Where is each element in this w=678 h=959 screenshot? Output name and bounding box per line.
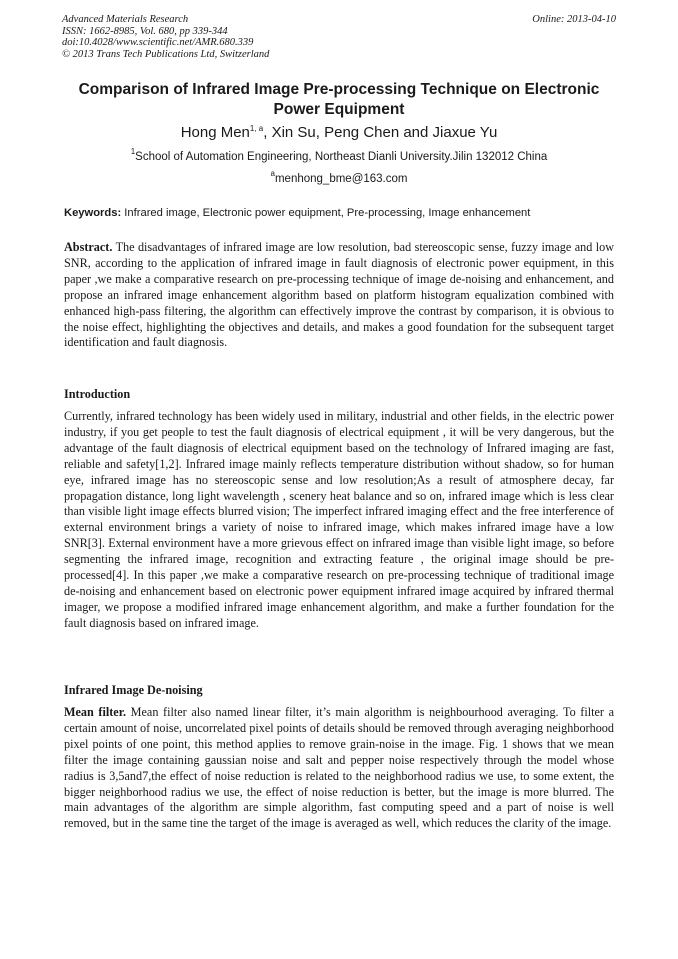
mean-filter-text: Mean filter also named linear filter, it’s main algorithm is neighbourhood averaging. To filter a certain amount of noise, uncorrelated pixel points of details should be removed through averaging neighborhood pixel points of one point, this method applies to remove grain-noise in the image. Fig. 1 shows that we mean filter the image containing gaussian noise and salt and pepper noise respectively through the model whose radius is 3,5and7,the effect of noise reduction is related to the neighborhood radius we use, to some extent, the bigger neighborhood radius we use, the effect of noise reduction is better, but the image is more blurred. The main advantages of the algorithm are simple algorithm, fast computing speed and a part of noise is well removed, but in the same tine the target of the image is averaged as well, which reduces the clarity of the image.: [64, 705, 615, 831]
denoising-heading: Infrared Image De-noising: [64, 683, 203, 697]
abstract-text: The disadvantages of infrared image are low resolution, bad stereoscopic sense, fuzzy image and low SNR, according to the application of infrared image in fault diagnosis of electronic power equipment, in this paper ,we make a comparative research on pre-processing technique of image de-noising and enhancement, and propose an infrared image enhancement algorithm based on platform histogram equalization combined with enhanced high-pass filtering, the algorithm can effectively improve the contrast by comparison, it is obvious to the noise effect, highlighting the objectives and details, and makes a good foundation for the subsequent target identification and fault diagnosis.: [64, 240, 614, 350]
author-line: [62, 124, 616, 142]
keywords: [64, 206, 616, 220]
mean-filter-paragraph: [64, 705, 614, 832]
paper-title: Comparison of Infrared Image Pre-processing Technique on Electronic Power Equipment: [78, 81, 600, 118]
email-text: menhong_bme@163.com: [274, 173, 408, 185]
online-date: Online: 2013-04-10: [532, 14, 616, 25]
email-superscript: a: [270, 169, 275, 178]
first-author: Hong Men: [180, 124, 250, 141]
affiliation-text: School of Automation Engineering, Northeast Dianli University.Jilin 132012 China: [135, 151, 548, 163]
author-email: [62, 169, 616, 186]
first-author-superscript: 1, a: [249, 124, 264, 133]
affiliation-superscript: 1: [130, 147, 136, 156]
doi-line: doi:10.4028/www.scientific.net/AMR.680.339: [62, 37, 254, 48]
other-authors: , Xin Su, Peng Chen and Jiaxue Yu: [263, 124, 498, 141]
journal-header: [62, 14, 616, 60]
keywords-label: Keywords:: [64, 207, 122, 219]
affiliation: [62, 147, 616, 164]
abstract-label: Abstract.: [64, 240, 113, 254]
journal-name: Advanced Materials Research: [62, 14, 189, 25]
copyright-line: © 2013 Trans Tech Publications Ltd, Switzerland: [62, 48, 270, 60]
introduction-body: Currently, infrared technology has been widely used in military, industrial and other fields, in the electric power industry, if you get people to test the fault diagnosis of electrical equipment , it will be very dangerous, but the advantage of the fault diagnosis of electrical equipment based on the technology of Infrared imaging are fast, reliable and safety[1,2]. Infrared image mainly reflects temperature distribution without shadow, so for human eye, infrared image has no stereoscopic sense and low resolution;As a result of atmosphere decay, far propagation distance, long light wavelength , scenery heat balance and so on, infrared image which is less clear than visible light image effects blurred vision; The imperfect infrared imaging effect and the free interference of external environment brings a variety of noise to infrared image, which makes infrared image have a low SNR[3]. External environment have a more grievous effect on infrared image than visible light image, so before segmenting the infrared image, recognition and extracting feature , the original image should be pre-processed[4]. In this paper ,we make a comparative research on pre-processing technique of traditional image de-noising and enhancement based on electronic power equipment infrared image acquired by infrared thermal imager, we propose a modified infrared image enhancement algorithm, and make a further foundation for the fault diagnosis based on infrared image.: [64, 409, 614, 630]
issn-line: ISSN: 1662-8985, Vol. 680, pp 339-344: [62, 25, 228, 37]
introduction-heading: Introduction: [64, 387, 131, 401]
abstract: [64, 240, 614, 351]
keywords-text: Infrared image, Electronic power equipment, Pre-processing, Image enhancement: [121, 207, 531, 219]
mean-filter-label: Mean filter.: [64, 705, 127, 719]
